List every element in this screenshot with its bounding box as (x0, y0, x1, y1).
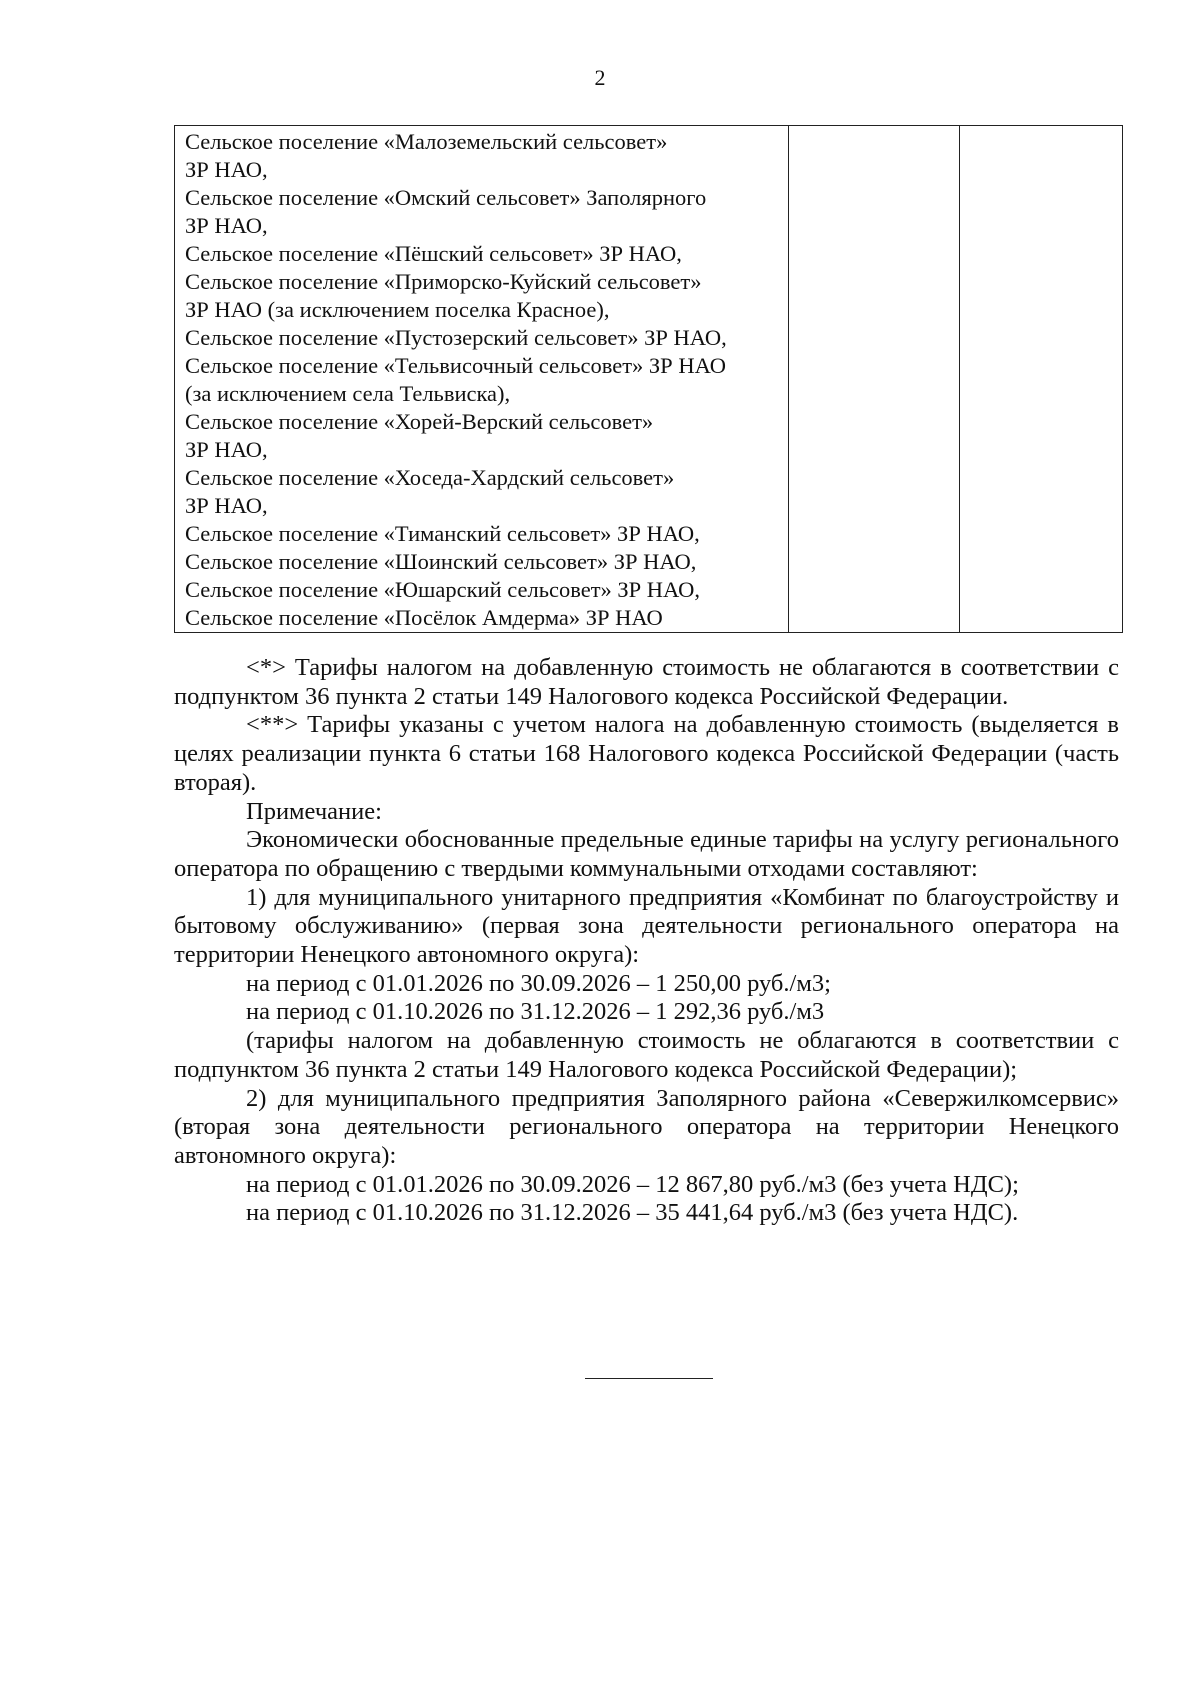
territory-cell (175, 126, 789, 633)
territory-line: Сельское поселение «Посёлок Амдерма» ЗР НАО (185, 605, 663, 630)
tariff-cell-empty (789, 126, 960, 633)
territory-line: Сельское поселение «Тиманский сельсовет» ЗР НАО, (185, 521, 700, 546)
page-number: 2 (594, 65, 606, 90)
remark-item-1: 1) для муниципального унитарного предприятия «Комбинат по благоустройству и бытовому обслуживанию» (первая зона деятельности регионального оператора на территории Ненецкого автономного округа): (174, 883, 1119, 969)
territory-line: Сельское поселение «Хорей-Верский сельсовет» (185, 409, 654, 434)
territory-line: Сельское поселение «Омский сельсовет» Заполярного (185, 185, 707, 210)
item-1-period-1: на период с 01.01.2026 по 30.09.2026 – 1 250,00 руб./м3; (246, 969, 831, 997)
remark-intro: Экономически обоснованные предельные единые тарифы на услугу регионального оператора по обращению с твердыми коммунальными отходами составляют: (174, 826, 1119, 882)
end-of-document-rule (585, 1378, 713, 1379)
territory-line: Сельское поселение «Малоземельский сельсовет» (185, 129, 668, 154)
territory-line: ЗР НАО, (185, 213, 268, 238)
territory-line: Сельское поселение «Хоседа-Хардский сельсовет» (185, 465, 675, 490)
territory-line: ЗР НАО, (185, 493, 268, 518)
territory-line: Сельское поселение «Юшарский сельсовет» ЗР НАО, (185, 577, 701, 602)
item-1-vat-note: (тарифы налогом на добавленную стоимость не облагаются в соответствии с подпунктом 36 пункта 2 статьи 149 Налогового кодекса Российской Федерации); (174, 1027, 1119, 1083)
table-row (175, 126, 1123, 633)
footnote-vat-included: <**> Тарифы указаны с учетом налога на добавленную стоимость (выделяется в целях реализации пункта 6 статьи 168 Налогового кодекса Российской Федерации (часть вторая). (174, 711, 1119, 796)
territory-line: ЗР НАО (за исключением поселка Красное), (185, 297, 610, 322)
remark-item-2: 2) для муниципального предприятия Заполярного района «Севержилкомсервис» (вторая зона деятельности регионального оператора на территории Ненецкого автономного округа): (174, 1084, 1119, 1169)
territory-line: Сельское поселение «Приморско-Куйский сельсовет» (185, 269, 702, 294)
territory-line: Сельское поселение «Пёшский сельсовет» ЗР НАО, (185, 241, 682, 266)
remark-heading: Примечание: (246, 797, 382, 825)
territory-list (175, 126, 788, 632)
territory-line: Сельское поселение «Тельвисочный сельсовет» ЗР НАО (185, 353, 726, 378)
territory-line: Сельское поселение «Шоинский сельсовет» ЗР НАО, (185, 549, 697, 574)
tariff-cell-empty (960, 126, 1123, 633)
item-2-period-2: на период с 01.10.2026 по 31.12.2026 – 35 441,64 руб./м3 (без учета НДС). (246, 1199, 1019, 1227)
territory-line: ЗР НАО, (185, 157, 268, 182)
territory-line: (за исключением села Тельвиска), (185, 381, 511, 406)
territory-line: ЗР НАО, (185, 437, 268, 462)
notes-section (174, 654, 1119, 1228)
territory-line: Сельское поселение «Пустозерский сельсовет» ЗР НАО, (185, 325, 727, 350)
footnote-vat-exempt: <*> Тарифы налогом на добавленную стоимость не облагаются в соответствии с подпунктом 36 пункта 2 статьи 149 Налогового кодекса Российской Федерации. (174, 654, 1119, 710)
item-2-period-1: на период с 01.01.2026 по 30.09.2026 – 12 867,80 руб./м3 (без учета НДС); (246, 1170, 1019, 1198)
item-1-period-2: на период с 01.10.2026 по 31.12.2026 – 1 292,36 руб./м3 (246, 998, 825, 1026)
tariff-table (174, 125, 1123, 633)
